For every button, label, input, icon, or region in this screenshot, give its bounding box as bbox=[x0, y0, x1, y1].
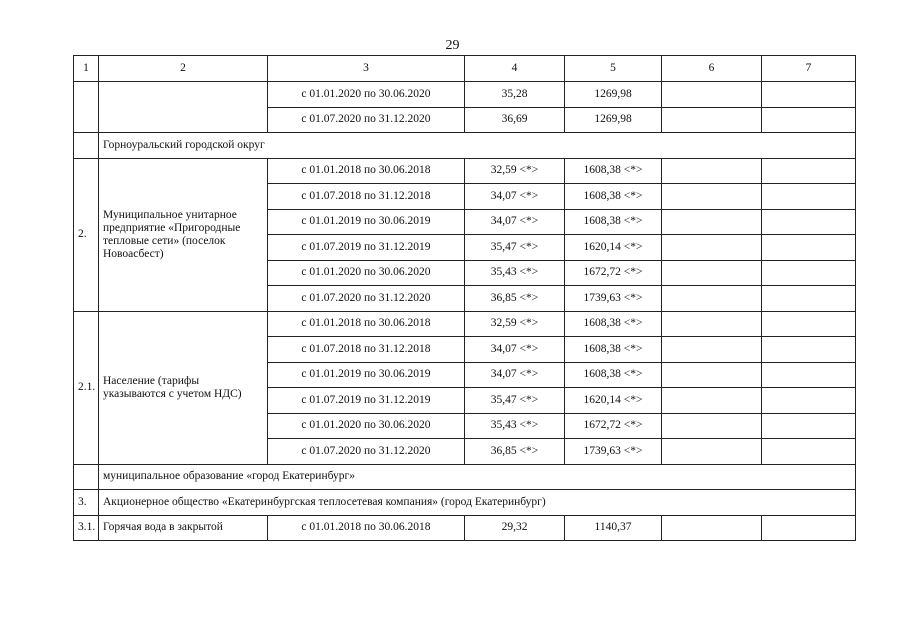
empty-cell bbox=[762, 388, 856, 414]
empty-cell bbox=[762, 286, 856, 312]
page-number: 29 bbox=[445, 38, 460, 53]
tariff-cell: 35,28 bbox=[465, 82, 565, 108]
period-cell: с 01.07.2020 по 31.12.2020 bbox=[268, 439, 465, 465]
empty-cell bbox=[662, 515, 762, 541]
tariff-cell: 32,59 <*> bbox=[465, 158, 565, 184]
empty-cell bbox=[762, 235, 856, 261]
section-row bbox=[74, 133, 856, 159]
empty-cell bbox=[762, 439, 856, 465]
period-cell: с 01.01.2019 по 30.06.2019 bbox=[268, 209, 465, 235]
empty-cell bbox=[662, 413, 762, 439]
num-cell bbox=[74, 82, 99, 133]
empty-cell bbox=[762, 413, 856, 439]
num-cell: 3. bbox=[74, 490, 99, 516]
header-row bbox=[74, 56, 856, 82]
header-cell: 3 bbox=[268, 56, 465, 82]
tariff-cell: 1269,98 bbox=[565, 82, 662, 108]
tariff-cell: 1140,37 bbox=[565, 515, 662, 541]
empty-cell bbox=[762, 184, 856, 210]
table-row bbox=[74, 82, 856, 108]
period-cell: с 01.01.2018 по 30.06.2018 bbox=[268, 515, 465, 541]
empty-cell bbox=[662, 82, 762, 108]
tariff-cell: 1608,38 <*> bbox=[565, 337, 662, 363]
period-cell: с 01.07.2018 по 31.12.2018 bbox=[268, 337, 465, 363]
empty-cell bbox=[662, 209, 762, 235]
empty-cell bbox=[662, 260, 762, 286]
tariff-cell: 35,47 <*> bbox=[465, 388, 565, 414]
tariff-cell: 1608,38 <*> bbox=[565, 158, 662, 184]
empty-cell bbox=[762, 515, 856, 541]
num-cell: 3.1. bbox=[74, 515, 99, 541]
tariff-cell: 36,85 <*> bbox=[465, 439, 565, 465]
tariff-cell: 35,47 <*> bbox=[465, 235, 565, 261]
empty-cell bbox=[662, 362, 762, 388]
period-cell: с 01.07.2020 по 31.12.2020 bbox=[268, 286, 465, 312]
empty-cell bbox=[762, 311, 856, 337]
tariff-cell: 36,85 <*> bbox=[465, 286, 565, 312]
period-cell: с 01.01.2020 по 30.06.2020 bbox=[268, 260, 465, 286]
tariff-cell: 35,43 <*> bbox=[465, 260, 565, 286]
period-cell: с 01.07.2019 по 31.12.2019 bbox=[268, 388, 465, 414]
tariff-cell: 1620,14 <*> bbox=[565, 388, 662, 414]
empty-cell bbox=[662, 158, 762, 184]
period-cell: с 01.01.2018 по 30.06.2018 bbox=[268, 158, 465, 184]
tariff-cell: 1620,14 <*> bbox=[565, 235, 662, 261]
name-cell: Горячая вода в закрытой bbox=[99, 515, 268, 541]
empty-cell bbox=[762, 362, 856, 388]
tariff-cell: 1608,38 <*> bbox=[565, 311, 662, 337]
org-title: Акционерное общество «Екатеринбургская теплосетевая компания» (город Екатеринбург) bbox=[99, 490, 856, 516]
name-cell bbox=[99, 82, 268, 133]
name-cell: Население (тарифы указываются с учетом НДС) bbox=[99, 311, 268, 464]
period-cell: с 01.01.2020 по 30.06.2020 bbox=[268, 413, 465, 439]
empty-cell bbox=[662, 184, 762, 210]
section-row bbox=[74, 490, 856, 516]
empty-cell bbox=[762, 209, 856, 235]
empty-cell bbox=[762, 82, 856, 108]
section-title: муниципальное образование «город Екатеринбург» bbox=[99, 464, 856, 490]
header-cell: 7 bbox=[762, 56, 856, 82]
table-row bbox=[74, 158, 856, 184]
tariff-cell: 1608,38 <*> bbox=[565, 362, 662, 388]
section-title: Горноуральский городской округ bbox=[99, 133, 856, 159]
tariff-cell: 36,69 bbox=[465, 107, 565, 133]
tariff-cell: 1269,98 bbox=[565, 107, 662, 133]
header-cell: 2 bbox=[99, 56, 268, 82]
empty-cell bbox=[662, 286, 762, 312]
num-cell bbox=[74, 133, 99, 159]
empty-cell bbox=[762, 337, 856, 363]
empty-cell bbox=[662, 107, 762, 133]
tariff-cell: 1739,63 <*> bbox=[565, 286, 662, 312]
section-row bbox=[74, 464, 856, 490]
empty-cell bbox=[762, 107, 856, 133]
tariff-table bbox=[73, 55, 856, 541]
name-cell: Муниципальное унитарное предприятие «Пригородные тепловые сети» (поселок Новоасбест) bbox=[99, 158, 268, 311]
period-cell: с 01.01.2020 по 30.06.2020 bbox=[268, 82, 465, 108]
table-row bbox=[74, 515, 856, 541]
period-cell: с 01.01.2019 по 30.06.2019 bbox=[268, 362, 465, 388]
empty-cell bbox=[662, 337, 762, 363]
period-cell: с 01.01.2018 по 30.06.2018 bbox=[268, 311, 465, 337]
num-cell: 2. bbox=[74, 158, 99, 311]
num-cell bbox=[74, 464, 99, 490]
tariff-cell: 1608,38 <*> bbox=[565, 209, 662, 235]
period-cell: с 01.07.2018 по 31.12.2018 bbox=[268, 184, 465, 210]
empty-cell bbox=[662, 311, 762, 337]
header-cell: 6 bbox=[662, 56, 762, 82]
empty-cell bbox=[662, 388, 762, 414]
tariff-cell: 35,43 <*> bbox=[465, 413, 565, 439]
header-cell: 4 bbox=[465, 56, 565, 82]
empty-cell bbox=[762, 158, 856, 184]
num-cell: 2.1. bbox=[74, 311, 99, 464]
period-cell: с 01.07.2020 по 31.12.2020 bbox=[268, 107, 465, 133]
tariff-cell: 34,07 <*> bbox=[465, 184, 565, 210]
tariff-cell: 34,07 <*> bbox=[465, 209, 565, 235]
tariff-cell: 1672,72 <*> bbox=[565, 260, 662, 286]
period-cell: с 01.07.2019 по 31.12.2019 bbox=[268, 235, 465, 261]
empty-cell bbox=[762, 260, 856, 286]
tariff-cell: 29,32 bbox=[465, 515, 565, 541]
tariff-cell: 34,07 <*> bbox=[465, 337, 565, 363]
empty-cell bbox=[662, 235, 762, 261]
header-cell: 1 bbox=[74, 56, 99, 82]
header-cell: 5 bbox=[565, 56, 662, 82]
tariff-cell: 1608,38 <*> bbox=[565, 184, 662, 210]
tariff-cell: 34,07 <*> bbox=[465, 362, 565, 388]
tariff-cell: 1672,72 <*> bbox=[565, 413, 662, 439]
tariff-cell: 32,59 <*> bbox=[465, 311, 565, 337]
tariff-cell: 1739,63 <*> bbox=[565, 439, 662, 465]
empty-cell bbox=[662, 439, 762, 465]
table-row bbox=[74, 311, 856, 337]
